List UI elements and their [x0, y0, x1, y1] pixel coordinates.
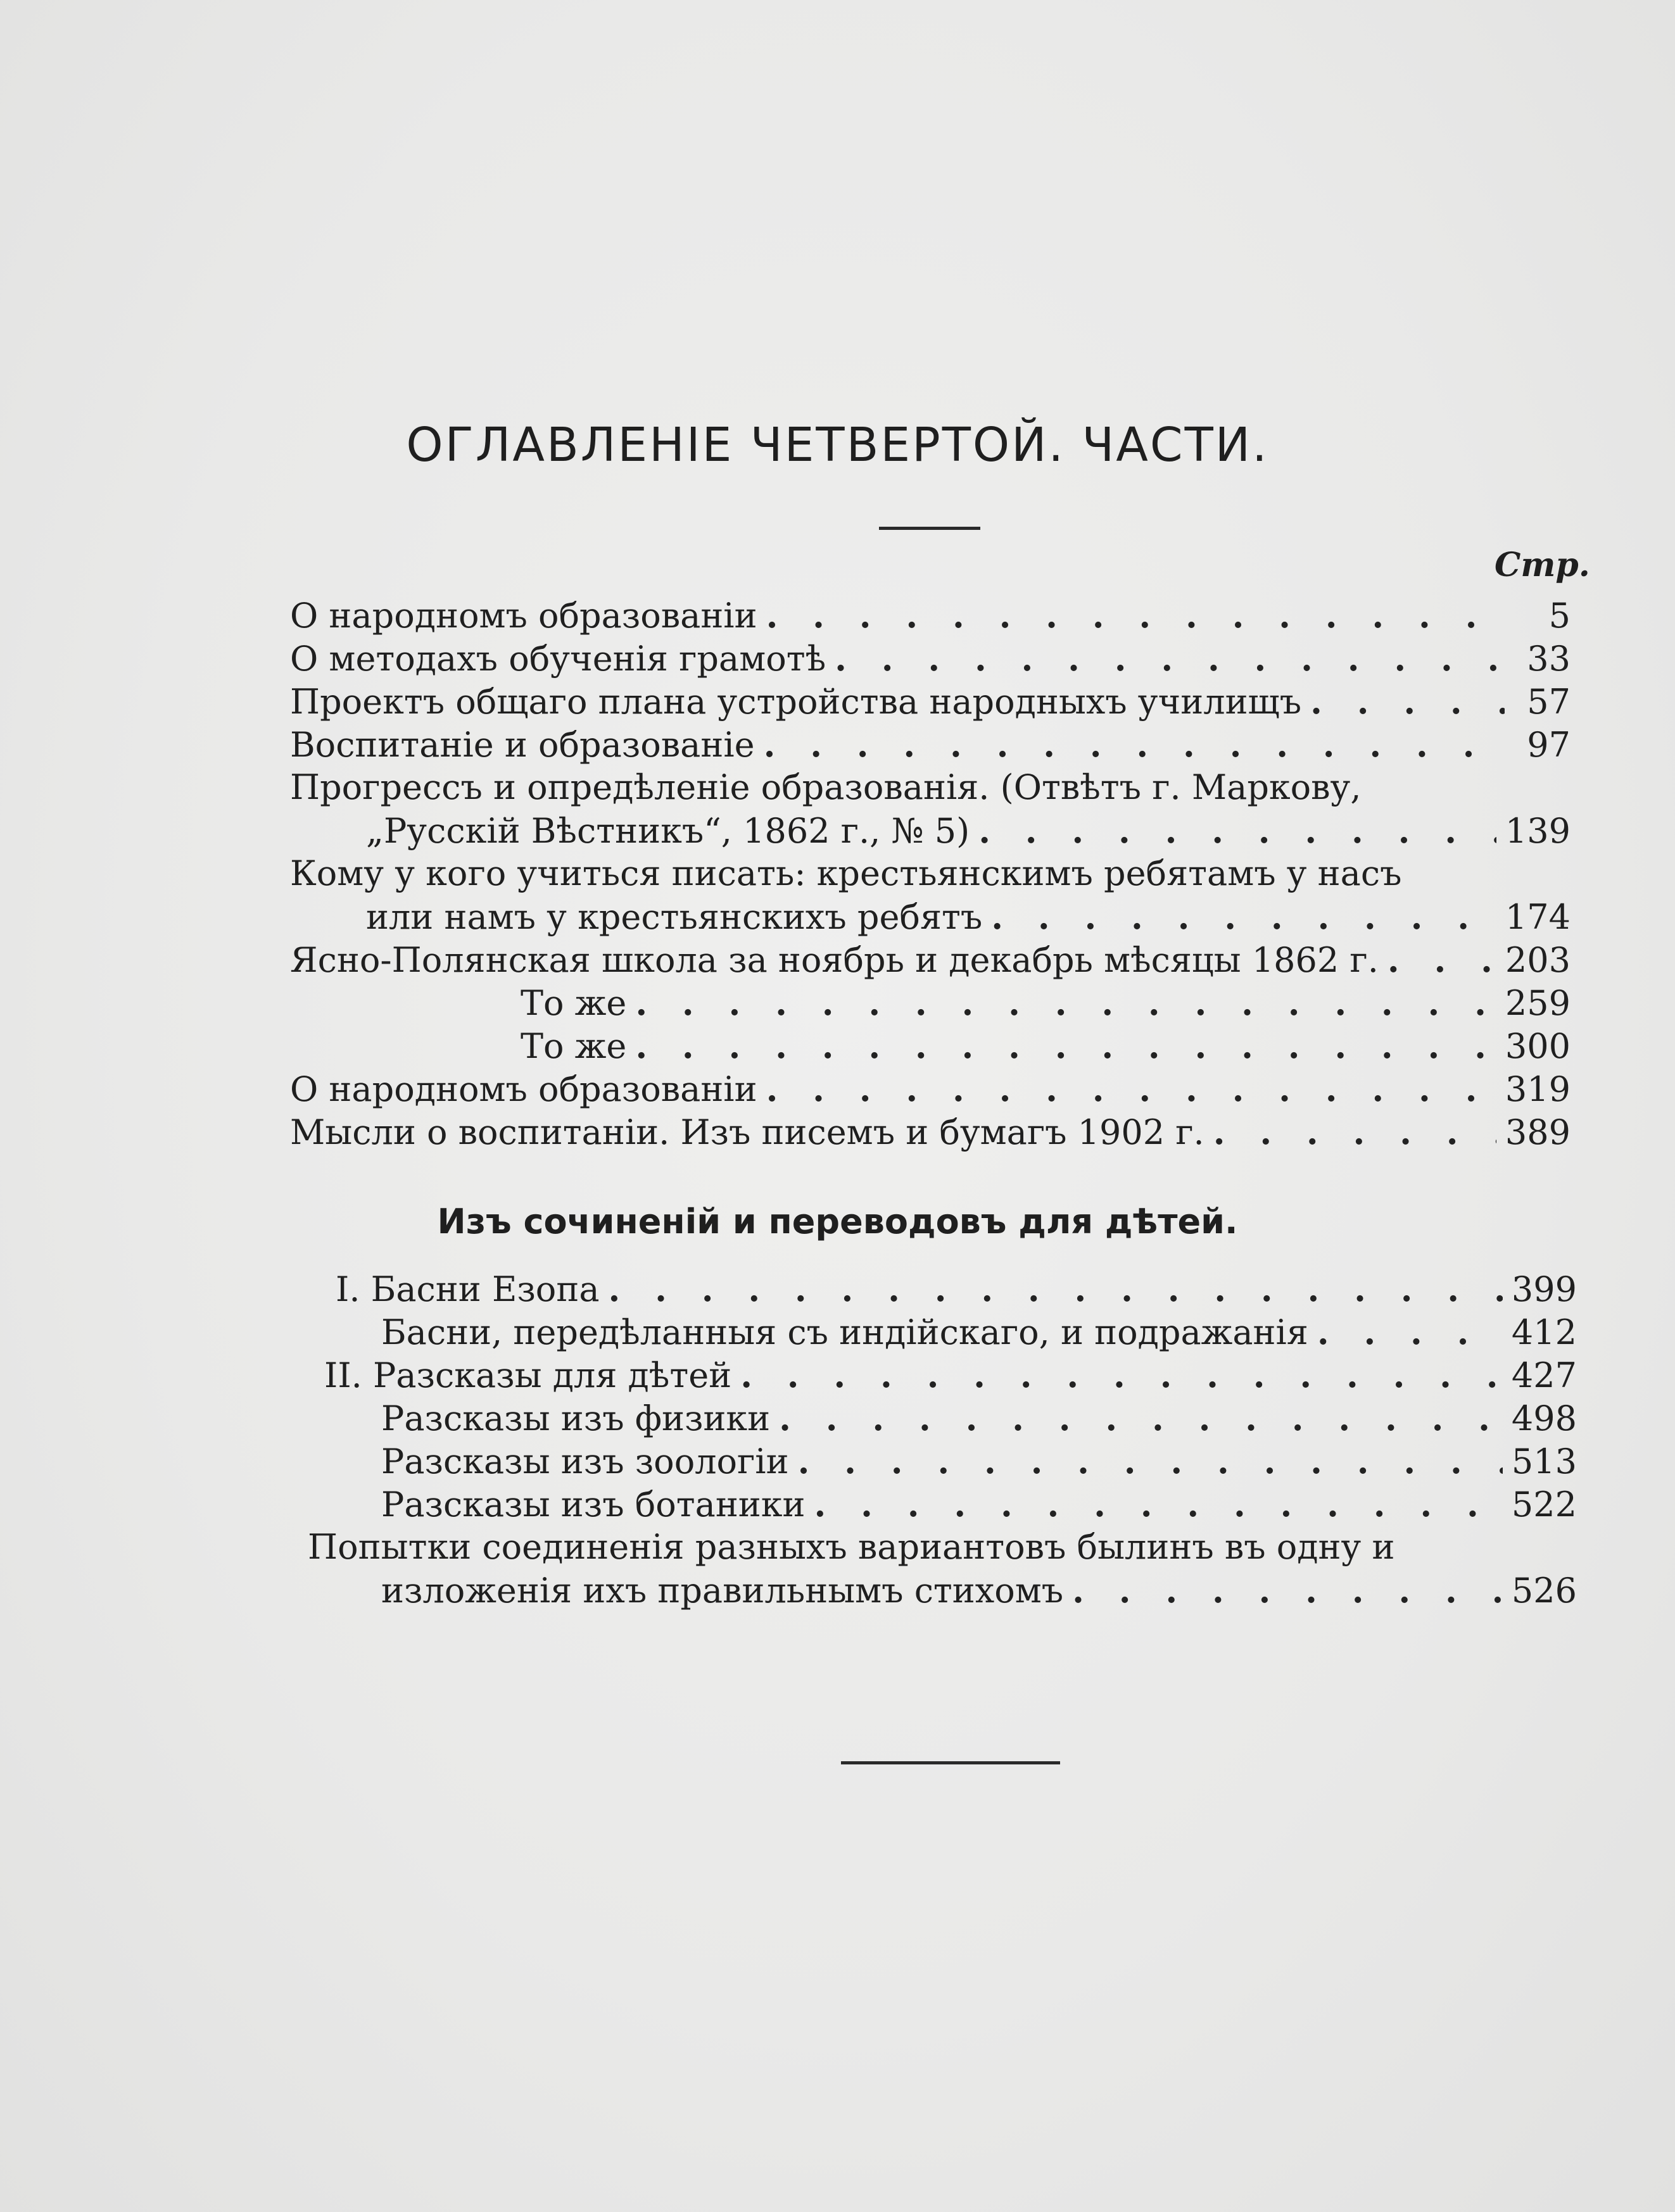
toc-entry: [290, 595, 1571, 638]
leader-dots: [1387, 939, 1496, 980]
leader-dots: [798, 1441, 1503, 1481]
leader-dots: [1072, 1570, 1503, 1611]
leader-dots: [1317, 1312, 1503, 1352]
entry-title: О народномъ образованіи: [290, 596, 757, 636]
page-title: ОГЛАВЛЕНІЕ ЧЕТВЕРТОЙ. ЧАСТИ.: [406, 418, 1269, 472]
toc-entry-line1: [290, 767, 1571, 810]
entry-page: 5: [1548, 596, 1571, 636]
entry-title: Басни Езопа: [370, 1269, 600, 1309]
entry-title-line2: „Русскій Вѣстникъ“, 1862 г., № 5): [366, 811, 970, 851]
entry-title: О народномъ образованіи: [290, 1069, 757, 1109]
entry-title: Мысли о воспитаніи. Изъ писемъ и бумагъ 1902 г.: [290, 1112, 1204, 1152]
entry-title: Ясно-Полянская школа за ноябрь и декабрь мѣсяцы 1862 г.: [290, 940, 1379, 980]
toc-entry-line2: [366, 810, 1571, 853]
entry-page: 319: [1505, 1069, 1571, 1109]
entry-title: Разсказы изъ ботаники: [381, 1485, 806, 1524]
entry-title: То же: [521, 983, 627, 1023]
entry-title: Проектъ общаго плана устройства народныхъ училищъ: [290, 682, 1302, 722]
page-column-label: Стр.: [1495, 546, 1590, 584]
entry-title: Разсказы для дѣтей: [373, 1355, 732, 1395]
toc-entry-line1: [290, 853, 1571, 896]
toc-entry: [521, 1026, 1571, 1069]
entry-page: 300: [1505, 1026, 1571, 1066]
entry-page: 498: [1511, 1398, 1577, 1438]
toc-entry: [381, 1484, 1577, 1527]
toc-entry-line1: [308, 1527, 1498, 1570]
entry-page: 522: [1511, 1485, 1577, 1524]
toc-entry: [521, 983, 1571, 1026]
leader-dots: [635, 983, 1496, 1023]
entry-page: 97: [1527, 725, 1571, 765]
leader-dots: [991, 896, 1496, 937]
leader-dots: [635, 1026, 1496, 1066]
toc-entry-line2: [381, 1570, 1577, 1613]
entry-page: 174: [1505, 897, 1571, 937]
entry-page: 259: [1505, 983, 1571, 1023]
title-underline: [879, 527, 980, 530]
closing-rule: [841, 1761, 1060, 1764]
entry-title: Разсказы изъ физики: [381, 1398, 771, 1438]
toc-entry: [290, 939, 1571, 983]
entry-title-group: [324, 1355, 731, 1395]
toc-entry: [290, 681, 1571, 724]
toc-entry: [290, 724, 1571, 767]
entry-page: 33: [1527, 639, 1571, 679]
leader-dots: [779, 1398, 1503, 1438]
entry-page: 203: [1505, 940, 1571, 980]
entry-page: 412: [1511, 1312, 1577, 1352]
entry-numeral: II.: [324, 1355, 362, 1395]
entry-page: 513: [1511, 1442, 1577, 1481]
entry-page: 389: [1505, 1112, 1571, 1152]
toc-entry: [290, 1069, 1571, 1112]
entry-title-group: [336, 1269, 600, 1309]
entry-title-line1: Попытки соединенія разныхъ вариантовъ былинъ въ одну и: [308, 1527, 1395, 1567]
leader-dots: [835, 638, 1505, 679]
section-heading: Изъ сочиненій и переводовъ для дѣтей.: [437, 1202, 1238, 1241]
entry-title-line1: Прогрессъ и опредѣленіе образованія. (Отвѣтъ г. Маркову,: [290, 767, 1362, 807]
toc-entry: [336, 1269, 1577, 1312]
leader-dots: [1213, 1112, 1496, 1152]
leader-dots: [609, 1269, 1503, 1309]
leader-dots: [814, 1484, 1503, 1524]
toc-entry: [381, 1398, 1577, 1441]
entry-page: 139: [1505, 811, 1571, 851]
toc-entry: [381, 1312, 1577, 1355]
toc-entry-line2: [366, 896, 1571, 939]
entry-page: 399: [1511, 1269, 1577, 1309]
leader-dots: [764, 724, 1505, 765]
entry-numeral: I.: [336, 1269, 360, 1309]
leader-dots: [978, 810, 1496, 851]
entry-title: Басни, передѣланныя съ индійскаго, и подражанія: [381, 1312, 1308, 1352]
entry-page: 526: [1511, 1571, 1577, 1611]
entry-title: О методахъ обученія грамотѣ: [290, 639, 826, 679]
entry-title: Воспитаніе и образованіе: [290, 725, 755, 765]
entry-title-line2: или намъ у крестьянскихъ ребятъ: [366, 897, 983, 937]
toc-entry: [290, 638, 1571, 681]
entry-title-line1: Кому у кого учиться писать: крестьянскимъ ребятамъ у насъ: [290, 853, 1402, 893]
toc-entry: [381, 1441, 1577, 1484]
toc-entry: [324, 1355, 1577, 1398]
entry-page: 427: [1511, 1355, 1577, 1395]
leader-dots: [766, 1069, 1496, 1109]
leader-dots: [1310, 681, 1505, 722]
entry-page: 57: [1527, 682, 1571, 722]
toc-entry: [290, 1112, 1571, 1155]
leader-dots: [766, 595, 1505, 636]
entry-title-line2: изложенія ихъ правильнымъ стихомъ: [381, 1571, 1064, 1611]
entry-title: Разсказы изъ зоологіи: [381, 1442, 789, 1481]
entry-title: То же: [521, 1026, 627, 1066]
leader-dots: [740, 1355, 1503, 1395]
